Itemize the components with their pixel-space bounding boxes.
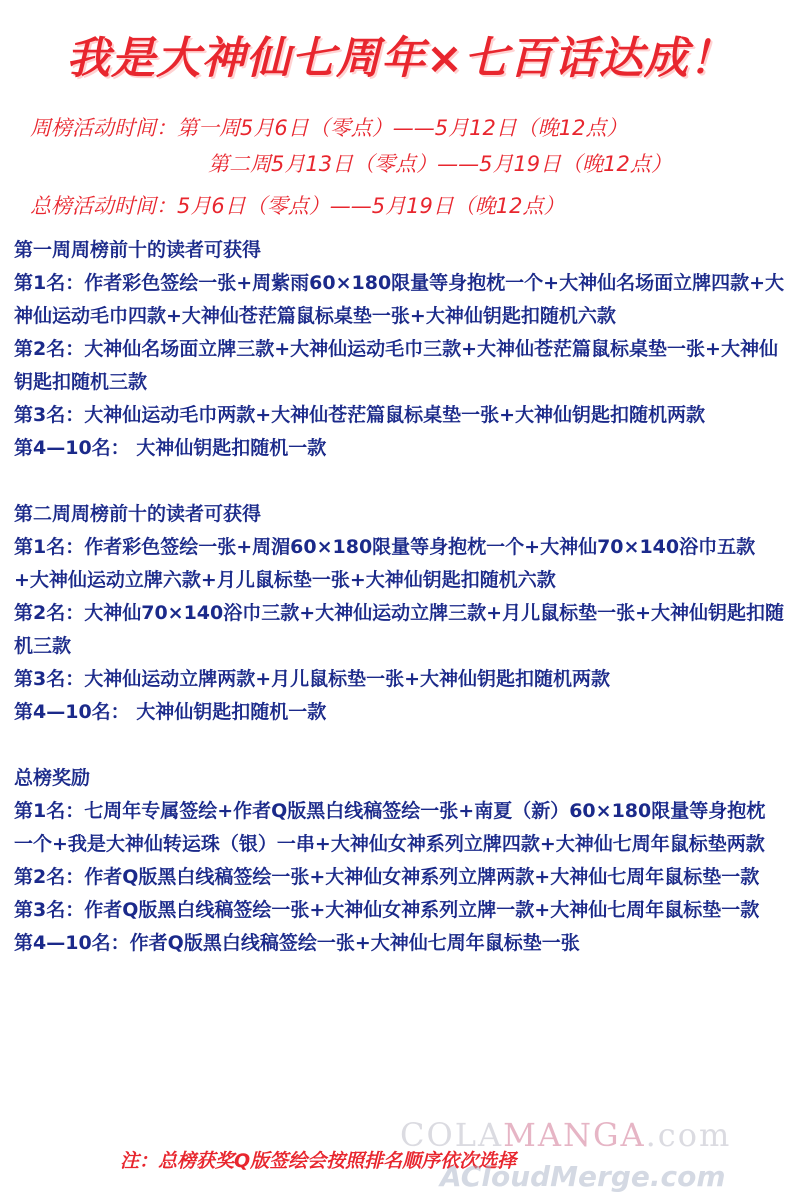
week2-rank1: 第1名：作者彩色签绘一张+周湄60×180限量等身抱枕一个+大神仙70×140浴巾五款+大神仙运动立牌六款+月儿鼠标垫一张+大神仙钥匙扣随机六款	[14, 536, 756, 591]
week1-rank4-10: 第4—10名： 大神仙钥匙扣随机一款	[14, 437, 327, 459]
overall-rank1: 第1名：七周年专属签绘+作者Q版黑白线稿签绘一张+南夏（新）60×180限量等身抱枕一个+我是大神仙转运珠（银）一串+大神仙女神系列立牌四款+大神仙七周年鼠标垫两款	[14, 800, 766, 855]
section-gap	[14, 729, 784, 762]
week2-rank3: 第3名：大神仙运动立牌两款+月儿鼠标垫一张+大神仙钥匙扣随机两款	[14, 668, 611, 690]
overall-rank3: 第3名：作者Q版黑白线稿签绘一张+大神仙女神系列立牌一款+大神仙七周年鼠标垫一款	[14, 899, 760, 921]
weekly-schedule-line-2: 第二周5月13日（零点）——5月19日（晚12点）	[208, 152, 672, 176]
weekly-schedule-line-1: 周榜活动时间：第一周5月6日（零点）——5月12日（晚12点）	[30, 116, 628, 140]
week1-rank2: 第2名：大神仙名场面立牌三款+大神仙运动毛巾三款+大神仙苍茫篇鼠标桌垫一张+大神仙钥匙扣随机三款	[14, 338, 778, 393]
week1-rank1: 第1名：作者彩色签绘一张+周紫雨60×180限量等身抱枕一个+大神仙名场面立牌四款+大神仙运动毛巾四款+大神仙苍茫篇鼠标桌垫一张+大神仙钥匙扣随机六款	[14, 272, 785, 327]
week1-heading: 第一周周榜前十的读者可获得	[14, 239, 262, 261]
week2-heading: 第二周周榜前十的读者可获得	[14, 503, 262, 525]
watermark-brand-c: .com	[645, 1116, 732, 1154]
watermark-brand-a: COLA	[400, 1116, 504, 1154]
week1-rank3: 第3名：大神仙运动毛巾两款+大神仙苍茫篇鼠标桌垫一张+大神仙钥匙扣随机两款	[14, 404, 706, 426]
overall-heading: 总榜奖励	[14, 767, 91, 789]
overall-schedule-line: 总榜活动时间：5月6日（零点）——5月19日（晚12点）	[30, 194, 565, 218]
week2-rank4-10: 第4—10名： 大神仙钥匙扣随机一款	[14, 701, 327, 723]
section-gap	[14, 465, 784, 498]
watermark-site: ACloudMerge.com	[440, 1160, 726, 1193]
rewards-list	[14, 234, 784, 960]
watermark-brand-b: MANGA	[503, 1116, 646, 1154]
week2-rank2: 第2名：大神仙70×140浴巾三款+大神仙运动立牌三款+月儿鼠标垫一张+大神仙钥匙扣随机三款	[14, 602, 785, 657]
overall-rank2: 第2名：作者Q版黑白线稿签绘一张+大神仙女神系列立牌两款+大神仙七周年鼠标垫一款	[14, 866, 760, 888]
footnote: 注：总榜获奖Q版签绘会按照排名顺序依次选择	[120, 1150, 517, 1172]
overall-rank4-10: 第4—10名：作者Q版黑白线稿签绘一张+大神仙七周年鼠标垫一张	[14, 932, 580, 954]
page-title: 我是大神仙七周年×七百话达成！	[66, 33, 734, 84]
